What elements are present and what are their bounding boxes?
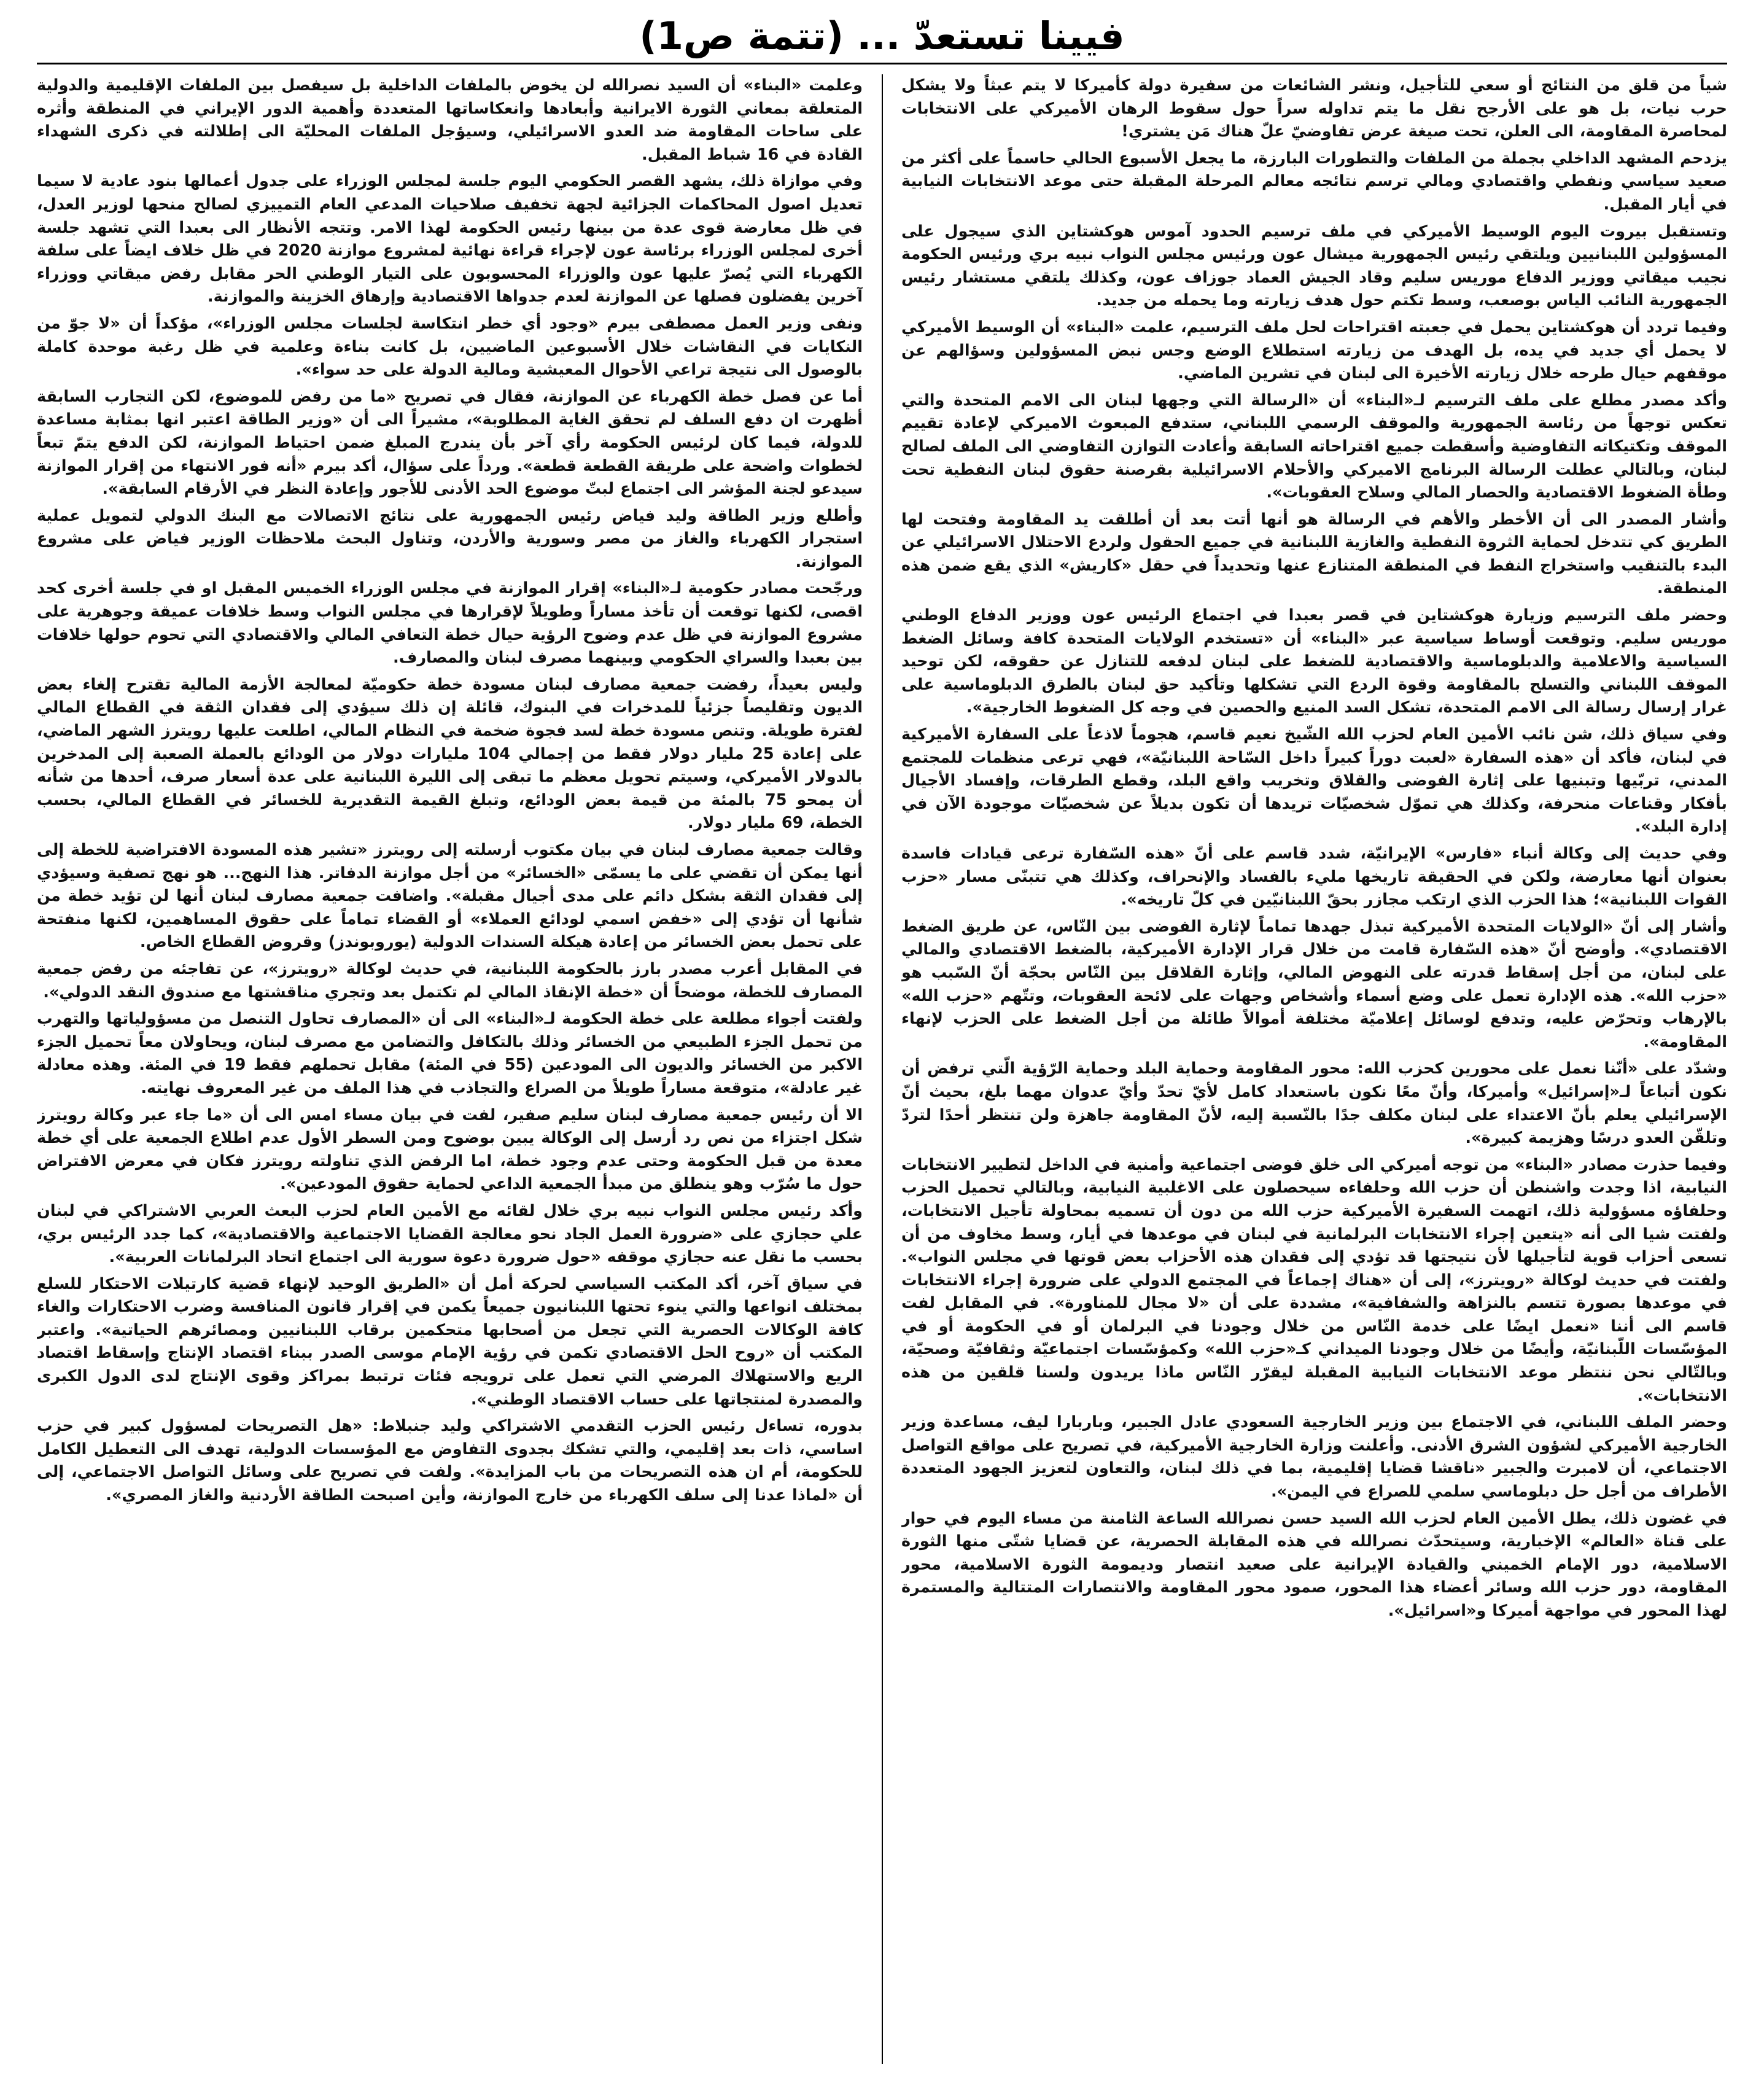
article-paragraph: وفيما تردد أن هوكشتاين يحمل في جعبته اقتراحات لحل ملف الترسيم، علمت «البناء» أن الوسيط الأميركي لا يحمل أي جديد في يده، بل الهدف من زيارته استطلاع الوضع وجس نبض المسؤولين وسؤالهم عن موقفهم حيال طرحه خلال زيارته الأخيرة الى لبنان في تشرين الماضي. <box>901 317 1727 383</box>
article-paragraph: وعلمت «البناء» أن السيد نصرالله لن يخوض بالملفات الداخلية بل سيفصل بين الملفات الإقليمية والدولية المتعلقة بمعاني الثورة الايرانية وأبعادها وانعكاساتها المتعددة وأهمية الدور الإيراني في المنطقة وأثره على ساحات المقاومة ضد العدو الاسرائيلي، وسيؤجل الملفات المحليّة الى إطلالته في ذكرى الشهداء القادة في 16 شباط المقبل. <box>37 76 863 164</box>
article-paragraph: ورجّحت مصادر حكومية لـ«البناء» إقرار الموازنة في مجلس الوزراء الخميس المقبل او في جلسة أخرى كحد اقصى، لكنها توقعت أن تأخذ مساراً وطويلاً لإقرارها في مجلس النواب وسط خلافات عميقة وجوهرية على مشروع الموازنة في ظل عدم وضوح الرؤية حيال خطة التعافي المالي والاقتصادي التي تحوم حولها خلافات بين بعبدا والسراي الحكومي وبينهما مصرف لبنان والمصارف. <box>37 579 863 668</box>
article-paragraph: وأشار المصدر الى أن الأخطر والأهم في الرسالة هو أنها أتت بعد أن أطلقت يد المقاومة وفتحت لها الطريق كي تتدخل لحماية الثروة النفطية والغازية اللبنانية في جميع الحقول ولردع الاحتلال الاسرائيلي عن البدء بالتنقيب واستخراج النفط في المنطقة المتنازع عنها وتحديداً في حقل «كاريش» الذي يقع ضمن هذه المنطقة. <box>901 510 1727 598</box>
article-paragraph: ولفتت أجواء مطلعة على خطة الحكومة لـ«البناء» الى أن «المصارف تحاول التنصل من مسؤولياتها والتهرب من تحمل الجزء الطبيعي من الخسائر وذلك بالتكافل والتضامن مع مصرف لبنان، ويحاولان معاً تحميل الجزء الاكبر من الخسائر والديون الى المودعين (55 في المئة) مقابل تحملهم فقط 19 في المئة. وهذه معادلة غير عادلة»، متوقعة مساراً طويلاً من الصراع والتجاذب في هذا الملف من غير المعروف نهايته. <box>37 1010 863 1097</box>
article-paragraph: في المقابل أعرب مصدر بارز بالحكومة اللبنانية، في حديث لوكالة «رويترز»، عن تفاجئه من رفض جمعية المصارف للخطة، موضحاً أن «خطة الإنقاذ المالي لم تكتمل بعد وتجري مناقشتها مع صندوق النقد الدولي». <box>37 959 863 1002</box>
article-paragraph: وأشار إلى أنّ «الولايات المتحدة الأميركية تبذل جهدها تماماً لإثارة الفوضى بين النّاس، عن طريق الضغط الاقتصادي». وأوضح أنّ «هذه السّفارة قامت من خلال قرار الإدارة الأميركية، بالضغط الاقتصادي والمالي على لبنان، من أجل إسقاط قدرته على النهوض المالي، وإثارة القلاقل بين النّاس بحجّة أنّ السّبب هو «حزب الله». هذه الإدارة تعمل على وضع أسماء وأشخاص وجهات على لائحة العقوبات، وتتّهم «حزب الله» بالإرهاب وتحرّض عليه، وتدفع لوسائل إعلاميّة مختلفة أموالاً طائلة من أجل الضغط على الحزب لإنهاء المقاومة». <box>901 917 1727 1051</box>
article-paragraph: وأكد رئيس مجلس النواب نبيه بري خلال لقائه مع الأمين العام لحزب البعث العربي الاشتراكي في لبنان علي حجازي على «ضرورة العمل الجاد نحو معالجة القضايا الاجتماعية والاقتصادية»، كما جدد الرئيس بري، بحسب ما نقل عنه حجازي موقفه «حول ضرورة دعوة سورية الى اجتماع اتحاد البرلمانات العربية». <box>37 1201 863 1267</box>
article-paragraph: أما عن فصل خطة الكهرباء عن الموازنة، فقال في تصريح «ما من رفض للموضوع، لكن التجارب السابقة أظهرت ان دفع السلف لم تحقق الغاية المطلوبة»، مشيراً الى أن «وزير الطاقة اعتبر انها بمثابة مساعدة للدولة، فيما كان لرئيس الحكومة رأي آخر بأن يندرج المبلغ ضمن احتياط الموازنة، لكن الدفع يتمّ تبعاً لخطوات واضحة على طريقة القطعة قطعة». ورداً على سؤال، أكد بيرم «أنه فور الانتهاء من إقرار الموازنة سيدعو لجنة المؤشر الى اجتماع لبتّ موضوع الحد الأدنى للأجور وإعادة النظر في الأرقام السابقة». <box>37 387 863 499</box>
column-divider <box>882 74 883 2064</box>
left-column <box>37 74 863 2064</box>
article-paragraph: الا أن رئيس جمعية مصارف لبنان سليم صفير، لفت في بيان مساء امس الى أن «ما جاء عبر وكالة رويترز شكل اجتزاء من نص رد أرسل إلى الوكالة يبين بوضوح ومن السطر الأول عدم اطلاع الجمعية على أي خطة معدة من قبل الحكومة وحتى عدم وجود خطة، اما الرفض الذي تناولته رويترز فكان في معرض الافتراض حول ما سُرّب وهو ينطلق من مبدأ الجمعية الداعي لحماية حقوق المودعين». <box>37 1105 863 1194</box>
article-paragraph: وفي سياق ذلك، شن نائب الأمين العام لحزب الله الشّيخ نعيم قاسم، هجوماً لاذعاً على السفارة الأميركية في لبنان، فأكد أن «هذه السفارة «لعبت دوراً كبيراً داخل السّاحة اللبنانيّة»، فهي ترعى منظمات للمجتمع المدني، تربّيها وتبنيها على إثارة الفوضى والقلاق وتخريب واقع البلد، وقطع الطرقات، وإفساد الأجيال بأفكار وقناعات منحرفة، وكذلك هي تموّل شخصيّات تريدها أن تكون بديلاً عن شخصيّات موجودة الآن في إدارة البلد». <box>901 725 1727 836</box>
article-paragraph: وحضر الملف اللبناني، في الاجتماع بين وزير الخارجية السعودي عادل الجبير، وباربارا ليف، مساعدة وزير الخارجية الأميركي لشؤون الشرق الأدنى. وأعلنت وزارة الخارجية الأميركية، في تصريح على مواقع التواصل الاجتماعي، أن لامبرت والجبير «ناقشا قضايا إقليمية، بما في ذلك لبنان، والتعاون لتعزيز الجهود المتعددة الأطراف من أجل حل دبلوماسي سلمي للصراع في اليمن». <box>901 1413 1727 1501</box>
headline-bar <box>37 9 1727 64</box>
right-column <box>901 74 1727 2064</box>
article-headline: فيينا تستعدّ ... (تتمة ص1) <box>639 13 1125 58</box>
article-paragraph: وقالت جمعية مصارف لبنان في بيان مكتوب أرسلته إلى رويترز «تشير هذه المسودة الافتراضية للخطة إلى أنها يمكن أن تقضي على ما يسمّى «الخسائر» من أجل موازنة الدفاتر. هذا النهج... هو نهج تصفية وسيؤدي إلى فقدان الثقة بشكل دائم على مدى أجيال مقبلة». واضافت جمعية مصارف لبنان أنها لن تؤيد خطة من شأنها أن تؤدي إلى «خفض اسمي لودائع العملاء» أو القضاء تماماً على حقوق المساهمين، لكنها منفتحة على تحمل بعض الخسائر من إعادة هيكلة السندات الدولية (يوروبوندز) وقروض القطاع الخاص. <box>37 841 863 952</box>
article-paragraph: يزدحم المشهد الداخلي بجملة من الملفات والتطورات البارزة، ما يجعل الأسبوع الحالي حاسماً على أكثر من صعيد سياسي ونفطي واقتصادي ومالي ترسم نتائجه معالم المرحلة المقبلة حتى موعد الانتخابات النيابية في أيار المقبل. <box>901 149 1727 214</box>
article-paragraph: وأكد مصدر مطلع على ملف الترسيم لـ«البناء» أن «الرسالة التي وجهها لبنان الى الامم المتحدة والتي تعكس توجهاً من رئاسة الجمهورية والموقف الرسمي اللبناني، ستدفع المبعوث الاميركي لإعادة تقييم الموقف وتكتيكاته التفاوضية وأسقطت جميع اقتراحاته السابقة وأعادت التوازن التفاوضي الى الملف لصالح لبنان، وبالتالي عطلت الرسالة البرنامج الاميركي والأحلام الاسرائيلية بقرصنة حقوق لبنان النفطية تحت وطأة الضغوط الاقتصادية والحصار المالي وسلاح العقوبات». <box>901 391 1727 502</box>
article-paragraph: ونفى وزير العمل مصطفى بيرم «وجود أي خطر انتكاسة لجلسات مجلس الوزراء»، مؤكداً أن «لا جوّ من النكايات في النقاشات خلال الأسبوعين الماضيين، بل كانت بناءة وعلمية في ظل رغبة موحدة كاملة بالوصول الى نتيجة تراعي الأحوال المعيشية ومالية الدولة على حد سواء». <box>37 314 863 380</box>
article-paragraph: وفي حديث إلى وكالة أنباء «فارس» الإيرانيّة، شدد قاسم على أنّ «هذه السّفارة ترعى قيادات فاسدة بعنوان أنها معارضة، ولكن في الحقيقة تاريخها مليء بالفساد والإنحراف، وكذلك هي تتبنّى مسار «حزب القوات اللبنانية»؛ هذا الحزب الذي ارتكب مجازر بحقّ اللبنانيّين في كلّ تاريخه». <box>901 844 1727 909</box>
article-paragraph: بدوره، تساءل رئيس الحزب التقدمي الاشتراكي وليد جنبلاط: «هل التصريحات لمسؤول كبير في حزب اساسي، ذات بعد إقليمي، والتي تشكك بجدوى التفاوض مع المؤسسات الدولية، تهدف الى التعطيل الكامل للحكومة، أم ان هذه التصريحات من باب المزايدة». ولفت في تصريح على وسائل التواصل الاجتماعي، إلى أن «لماذا عدنا إلى سلف الكهرباء من خارج الموازنة، وأين اصبحت الطاقة الأردنية والغاز المصري». <box>37 1417 863 1505</box>
article-columns <box>37 74 1727 2064</box>
article-paragraph: في غضون ذلك، يطل الأمين العام لحزب الله السيد حسن نصرالله الساعة الثامنة من مساء اليوم في حوار على قناة «العالم» الإخبارية، وسيتحدّث نصرالله في هذه المقابلة الحصرية، عن قضايا شتّى منها الثورة الاسلامية، دور الإمام الخميني والقيادة الإيرانية على صعيد انتصار وديمومة الثورة الاسلامية، محور المقاومة، دور حزب الله وسائر أعضاء هذا المحور، صمود محور المقاومة والانتصارات المتتالية والمستمرة لهذا المحور في مواجهة أميركا و«اسرائيل». <box>901 1509 1727 1620</box>
article-paragraph: وشدّد على «أنّنا نعمل على محورين كحزب الله: محور المقاومة وحماية البلد وحماية الرّؤية الّتي ترفض أن نكون أتباعاً لـ«إسرائيل» وأميركا، وأنّ معًا نكون باستعداد كامل لأيّ تحدّ وأيّ عدوان مهما بلغ، بحيث أنّ الإسرائيلي يعلم بأنّ الاعتداء على لبنان مكلف جدًا بالنّسبة إليه، لأنّ المقاومة جاهزة ولن تنتظر أحدًا لتردّ وتلقّن العدو درسًا وهزيمة كبيرة». <box>901 1059 1727 1148</box>
article-paragraph: وفيما حذرت مصادر «البناء» من توجه أميركي الى خلق فوضى اجتماعية وأمنية في الداخل لتطيير الانتخابات النيابية، اذا وجدت واشنطن أن حزب الله وحلفاءه سيحصلون على الاغلبية النيابية، وبالتالي تحميل الحزب وحلفاؤه مسؤولية ذلك، اتهمت السفيرة الأميركية حزب الله من دون أن تسميه بمحاولة تأجيل الانتخابات، ولفتت شيا الى أنه «يتعين إجراء الانتخابات البرلمانية في لبنان في موعدها في أيار، وسط مخاوف من أن تسعى أحزاب قوية لتأجيلها لأن نتيجتها قد تؤدي إلى فقدان هذه الأحزاب بعض قوتها في مجلس النواب». ولفتت في حديث لوكالة «رويترز»، إلى أن «هناك إجماعاً في المجتمع الدولي على ضرورة إجراء الانتخابات في موعدها بصورة تتسم بالنزاهة والشفافية»، مشددة على أن «لا مجال للمناورة». في المقابل لفت قاسم الى أننا «نعمل ايضًا على خدمة النّاس من خلال وجودنا في البرلمان أو في الحكومة أو في المؤسّسات اللّبنانيّة، وأيضًا من خلال وجودنا الميداني كـ«حزب الله» وكمؤسّسات اجتماعيّة وثقافيّة وصحيّة، وبالتّالي نحن ننتظر موعد الانتخابات النيابية المقبلة ليقرّر النّاس ماذا يريدون ولسنا قلقين من هذه الانتخابات». <box>901 1155 1727 1405</box>
article-paragraph: وحضر ملف الترسيم وزيارة هوكشتاين في قصر بعبدا في اجتماع الرئيس عون ووزير الدفاع الوطني موريس سليم. وتوقعت أوساط سياسية عبر «البناء» أن «تستخدم الولايات المتحدة كافة وسائل الضغط السياسية والاعلامية والدبلوماسية والاقتصادية للضغط على لبنان لدفعه للتنازل عن حقوقه، لكن توحيد الموقف اللبناني والتسلح بالمقاومة وقوة الردع التي تشكلها وتأكيد حق لبنان بالطرق الدبلوماسية على غرار إرسال رسالة الى الامم المتحدة، تشكل السد المنيع والحصين في وجه كل الضغوط الخارجية». <box>901 606 1727 717</box>
article-paragraph: وتستقبل بيروت اليوم الوسيط الأميركي في ملف ترسيم الحدود آموس هوكشتاين الذي سيجول على المسؤولين اللبنانيين ويلتقي رئيس الجمهورية ميشال عون ورئيس مجلس النواب نبيه بري ورئيس الحكومة نجيب ميقاتي ووزير الدفاع موريس سليم وقاد الجيش العماد جوزاف عون، وكذلك يلتقي مستشار رئيس الجمهورية النائب الياس بوصعب، وسط تكتم حول هدف زيارته وما يحمله من جديد. <box>901 222 1727 310</box>
article-paragraph: شياً من قلق من النتائج أو سعي للتأجيل، ونشر الشائعات من سفيرة دولة كأميركا لا يتم عبثاً ولا يشكل حرب نيات، بل هو على الأرجح نقل ما يتم تداوله سراً حول سقوط الرهان الأميركي على الانتخابات لمحاصرة المقاومة، الى العلن، تحت صيغة عرض تفاوضيّ علّ هناك مَن يشتري! <box>901 76 1727 141</box>
article-paragraph: وأطلع وزير الطاقة وليد فياض رئيس الجمهورية على نتائج الاتصالات مع البنك الدولي لتمويل عملية استجرار الكهرباء والغاز من مصر وسورية والأردن، وتناول البحث ملاحظات الوزير فياض على مشروع الموازنة. <box>37 506 863 571</box>
article-paragraph: وفي موازاة ذلك، يشهد القصر الحكومي اليوم جلسة لمجلس الوزراء على جدول أعمالها بنود عادية لا سيما تعديل اصول المحاكمات الجزائية لجهة تخفيف صلاحيات المدعي العام التمييزي لصالح منحها لوزير العدل، في ظل معارضة قوى عدة من بينها رئيس الحكومة لهذا الامر. وتتجه الأنظار الى بعبدا التي تشهد جلسة أخرى لمجلس الوزراء برئاسة عون لإجراء قراءة نهائية لمشروع موازنة 2020 في ظل خلاف ايضاً على سلفة الكهرباء التي يُصرّ عليها عون والوزراء المحسوبون على التيار الوطني الحر مقابل رفض ميقاتي ووزراء آخرين يفضلون فصلها عن الموازنة لعدم جدواها الاقتصادية وإرهاق الخزينة والموازنة. <box>37 172 863 306</box>
article-paragraph: في سياق آخر، أكد المكتب السياسي لحركة أمل أن «الطريق الوحيد لإنهاء قضية كارتيلات الاحتكار للسلع بمختلف انواعها والتي ينوء تحتها اللبنانيون جميعاً يكمن في إقرار قانون المنافسة وضرب الاحتكارات والغاء كافة الوكالات الحصرية التي تجعل من أصحابها متحكمين برقاب اللبنانيين ومصائرهم الحياتية». واعتبر المكتب أن «روح الحل الاقتصادي تكمن في رؤية الإمام موسى الصدر ببناء اقتصاد الإنتاج وإسقاط اقتصاد الريع والاستهلاك المرضي التي تعمل على ترويجه فئات ترتبط بمراكز وقوى الإنتاج لدى الدول الكبرى والمصدرة لمنتجاتها على حساب الاقتصاد الوطني». <box>37 1274 863 1409</box>
article-paragraph: وليس بعيداً، رفضت جمعية مصارف لبنان مسودة خطة حكوميّة لمعالجة الأزمة المالية تقترح إلغاء بعض الديون وتقليصاً جزئياً للمدخرات في البنوك، قائلة إن ذلك سيؤدي إلى فقدان الثقة في القطاع المالي لفترة طويلة. وتنص مسودة خطة لسد فجوة ضخمة في النظام المالي، اطلعت عليها رويترز الشهر الماضي، على إعادة 25 مليار دولار فقط من إجمالي 104 مليارات دولار من الودائع بالعملة الصعبة إلى المدخرين بالدولار الأميركي، وسيتم تحويل معظم ما تبقى إلى الليرة اللبنانية على عدة أسعار صرف، أحدها من شأنه أن يمحو 75 بالمئة من قيمة بعض الودائع، وتبلغ القيمة التقديرية للخسائر في القطاع المالي، بحسب الخطة، 69 مليار دولار. <box>37 675 863 833</box>
